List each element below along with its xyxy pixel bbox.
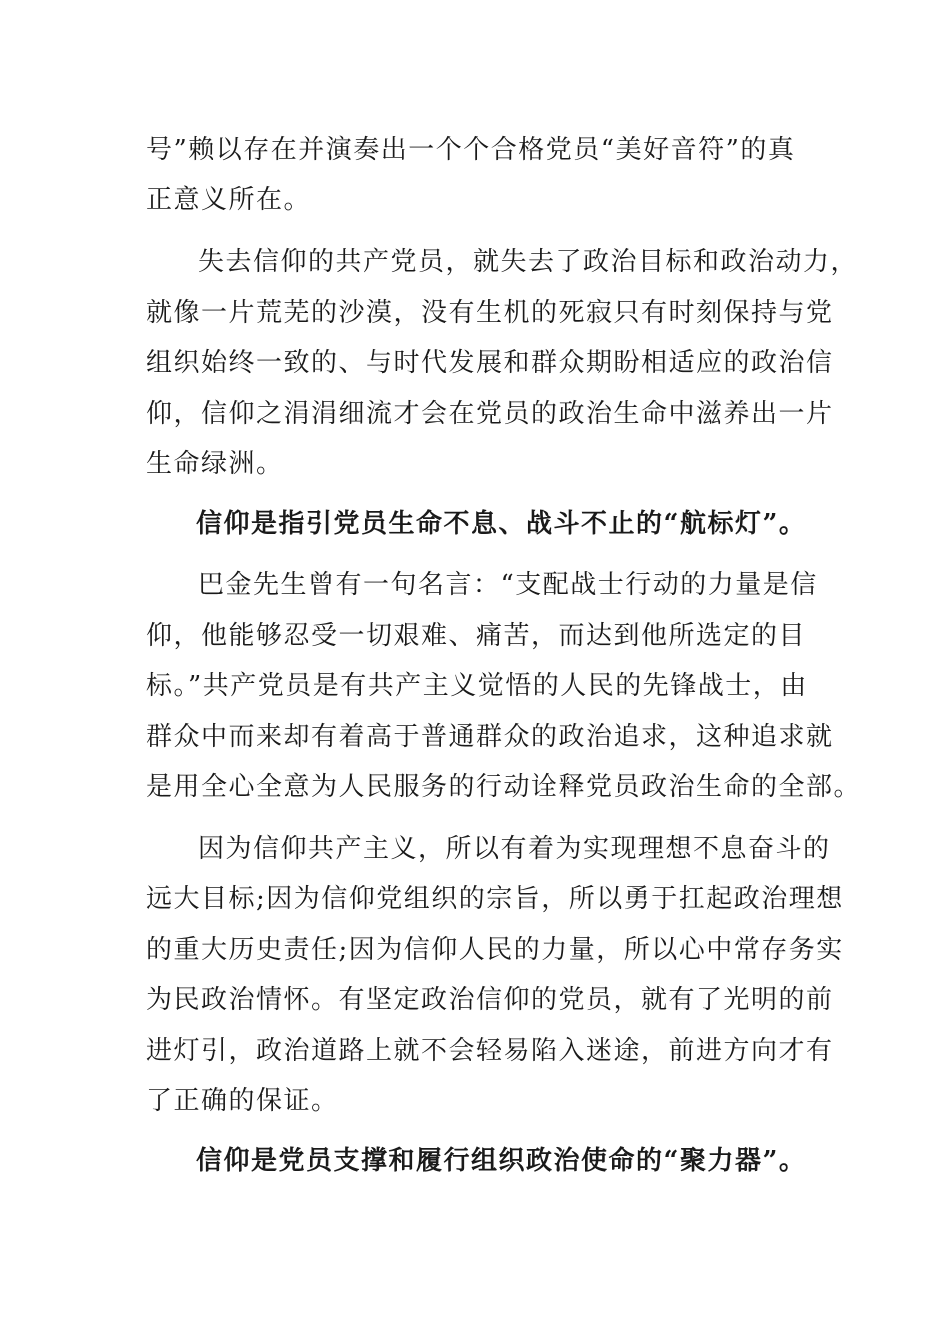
- paragraph-line: 为民政治情怀。有坚定政治信仰的党员，就有了光明的前: [146, 985, 834, 1015]
- paragraph-line: 因为信仰共产主义，所以有着为实现理想不息奋斗的: [198, 834, 831, 864]
- paragraph-line: 号”赖以存在并演奏出一个个合格党员“美好音符”的真: [146, 135, 796, 165]
- paragraph-line: 的重大历史责任;因为信仰人民的力量，所以心中常存务实: [146, 935, 844, 965]
- paragraph-line: 就像一片荒芜的沙漠，没有生机的死寂只有时刻保持与党: [146, 298, 834, 328]
- paragraph-line: 仰，他能够忍受一切艰难、痛苦，而达到他所选定的目: [146, 621, 807, 651]
- paragraph-line: 进灯引，政治道路上就不会轻易陷入迷途，前进方向才有: [146, 1036, 834, 1066]
- paragraph-line: 标。”共产党员是有共产主义觉悟的人民的先锋战士，由: [146, 671, 808, 701]
- paragraph-line: 群众中而来却有着高于普通群众的政治追求，这种追求就: [146, 722, 834, 752]
- paragraph-line: 巴金先生曾有一句名言：“支配战士行动的力量是信: [198, 570, 818, 600]
- paragraph-line: 仰，信仰之涓涓细流才会在党员的政治生命中滋养出一片: [146, 399, 834, 429]
- paragraph-line: 生命绿洲。: [146, 449, 284, 479]
- paragraph-line: 了正确的保证。: [146, 1086, 339, 1116]
- paragraph-line: 组织始终一致的、与时代发展和群众期盼相适应的政治信: [146, 348, 834, 378]
- paragraph-line: 正意义所在。: [146, 185, 312, 215]
- section-heading: 信仰是指引党员生命不息、战斗不止的“航标灯”。: [196, 509, 807, 539]
- paragraph-line: 远大目标;因为信仰党组织的宗旨，所以勇于扛起政治理想: [146, 884, 844, 914]
- paragraph-line: 失去信仰的共产党员，就失去了政治目标和政治动力，: [198, 247, 859, 277]
- section-heading: 信仰是党员支撑和履行组织政治使命的“聚力器”。: [196, 1146, 807, 1176]
- paragraph-line: 是用全心全意为人民服务的行动诠释党员政治生命的全部。: [146, 772, 862, 802]
